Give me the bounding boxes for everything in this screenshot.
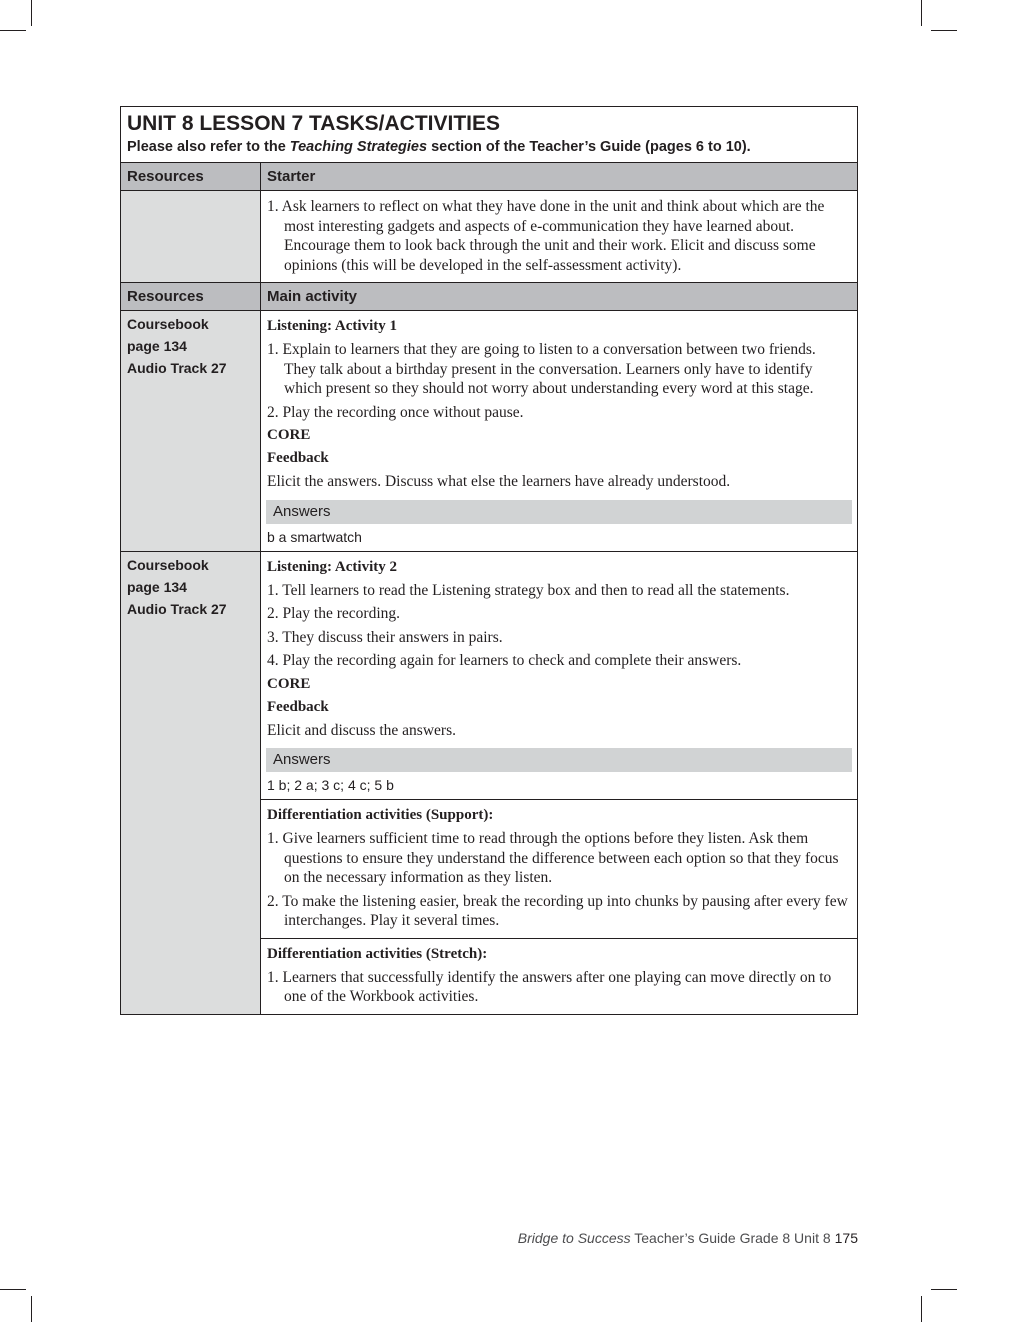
page-title: UNIT 8 LESSON 7 TASKS/ACTIVITIES [127, 112, 500, 135]
title-block [121, 107, 857, 163]
crop-mark [921, 0, 922, 26]
activity1-resources [121, 311, 261, 551]
support-item: 1. Give learners sufficient time to read through the options before they listen. Ask them questions to ensure they understand the difference between each option so that they focus on the necessary information as they listen. [267, 830, 839, 886]
activity2-section [261, 552, 857, 800]
activity2-item: 1. Tell learners to read the Listening strategy box and then to read all the statements. [267, 581, 790, 599]
activity2-item: 2. Play the recording. [267, 605, 401, 622]
feedback-label: Feedback [267, 698, 329, 715]
stretch-item: 1. Learners that successfully identify the answers after one playing can move directly on to one of the Workbook activities. [267, 968, 832, 1005]
activity2-item: 4. Play the recording again for learners to check and complete their answers. [267, 652, 742, 669]
footer-guide: Teacher’s Guide Grade 8 Unit 8 [630, 1230, 831, 1246]
activity2-content [261, 552, 857, 1014]
crop-mark [931, 30, 957, 31]
resource-coursebook: Coursebook [127, 556, 209, 573]
page-number: 175 [834, 1230, 858, 1246]
starter-resources-cell [121, 191, 261, 282]
subtitle-pre: Please also refer to the [127, 139, 290, 155]
page-subtitle [127, 137, 851, 157]
page-footer [518, 1230, 858, 1246]
resource-page: page 134 [127, 338, 187, 354]
activity2-row [121, 552, 857, 1015]
starter-row [121, 191, 857, 283]
crop-mark [31, 0, 32, 26]
starter-header-row [121, 163, 857, 191]
resource-audio-track: Audio Track 27 [127, 600, 227, 617]
answers-bar: Answers [266, 748, 852, 772]
resource-audio-track: Audio Track 27 [127, 360, 227, 376]
answers-text: 1 b; 2 a; 3 c; 4 c; 5 b [267, 777, 394, 793]
activity1-row [121, 311, 857, 552]
activity2-resources [121, 552, 261, 1014]
starter-content [261, 191, 857, 282]
activity2-item: 3. They discuss their answers in pairs. [267, 628, 503, 646]
crop-mark [921, 1296, 922, 1322]
answers-text: b a smartwatch [267, 528, 362, 545]
resource-coursebook: Coursebook [127, 316, 209, 332]
lesson-table [120, 106, 858, 1015]
starter-item: 1. Ask learners to reflect on what they have done in the unit and think about which are the most interesting gadgets and aspects of e-communication they have learned about. Encourage them to look back through the unit and their work. Elicit and discuss some opinions (this will be developed in the self-assessment activity). [267, 198, 825, 274]
crop-mark [31, 1296, 32, 1322]
subtitle-post: section of the Teacher’s Guide (pages 6 to 10). [427, 139, 751, 155]
core-label: CORE [267, 427, 311, 443]
crop-mark [0, 30, 26, 31]
activity1-content [261, 311, 857, 551]
support-section [261, 799, 857, 938]
resource-page: page 134 [127, 578, 187, 595]
feedback-text: Elicit and discuss the answers. [267, 721, 456, 739]
stretch-section [261, 938, 857, 1014]
feedback-text: Elicit the answers. Discuss what else the learners have already understood. [267, 473, 731, 490]
footer-book-title: Bridge to Success [517, 1230, 631, 1246]
feedback-label: Feedback [267, 450, 329, 466]
answers-bar: Answers [266, 500, 852, 524]
core-label: CORE [267, 675, 311, 692]
support-label: Differentiation activities (Support): [267, 807, 494, 823]
resources-heading: Resources [121, 163, 261, 190]
crop-mark [0, 1289, 26, 1290]
activity1-item: 1. Explain to learners that they are going to listen to a conversation between two friends. They talk about a birthday present in the conversation. Learners only have to identify which present so they should not worry about understanding every word at this stage. [267, 341, 816, 397]
support-item: 2. To make the listening easier, break the recording up into chunks by pausing after every few interchanges. Play it several times. [267, 892, 848, 929]
activity2-label: Listening: Activity 2 [267, 558, 397, 575]
activity1-label: Listening: Activity 1 [267, 318, 397, 334]
resources-heading: Resources [121, 283, 261, 310]
main-header-row [121, 283, 857, 311]
main-activity-heading: Main activity [261, 283, 857, 310]
crop-mark [931, 1289, 957, 1290]
stretch-label: Differentiation activities (Stretch): [267, 945, 488, 962]
starter-heading: Starter [261, 163, 857, 190]
subtitle-emphasis: Teaching Strategies [289, 139, 428, 155]
activity1-item: 2. Play the recording once without pause. [267, 403, 524, 421]
